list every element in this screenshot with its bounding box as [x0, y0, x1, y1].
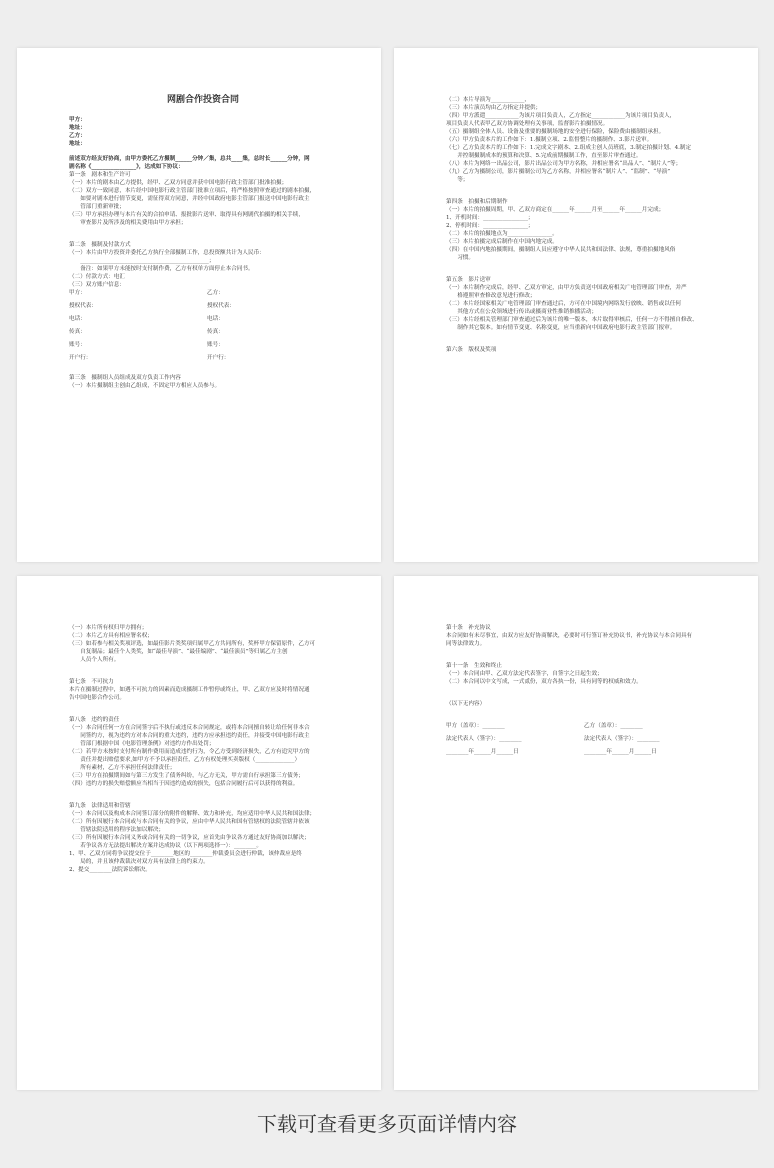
spacer — [69, 702, 337, 716]
spacer — [69, 367, 337, 374]
text-line: 自复制品；最佳个人类奖，如“最佳导演”、“最佳编剧”、“最佳演员”等归属乙方主创 — [69, 649, 288, 655]
party-b-account — [207, 289, 337, 367]
text-line: 管辖法院适用的程序法加以解决； — [69, 827, 165, 833]
text-line: 乙方： — [69, 133, 86, 139]
text-line: 剧名称《________________》，达成如下协议： — [69, 164, 184, 170]
signature-field: ________年______月______日 — [446, 749, 519, 755]
text-line: 告中国电影合作公司。 — [69, 695, 125, 701]
account-field: 账号： — [207, 342, 224, 348]
signature-field: 乙方（盖章）：________ — [584, 723, 643, 729]
text-line: （二）本片的拍摄地点为________________。 — [446, 231, 558, 237]
text-line: 地址： — [69, 125, 86, 131]
text-line: （三）双方账户信息： — [69, 282, 125, 288]
text-line: 习惯。 — [446, 255, 474, 261]
document-page-1 — [17, 48, 381, 562]
text-line: 人员个人所有。 — [69, 657, 120, 663]
text-line: （三）本片拍摄完成后制作在中国内地完成。 — [446, 239, 558, 245]
spacer — [446, 332, 714, 346]
text-line: 1、开机时间：________________； — [446, 215, 534, 221]
text-line: 地址： — [69, 141, 86, 147]
text-line: 第一条 剧本和生产许可 — [69, 172, 131, 178]
text-line: （六）甲方负责本片的工作如下：1.摄制立项、2.监督整片的摄制作、3.影片送审。 — [446, 137, 653, 143]
text-line: 所有素材，乙方不承担任何法律责任； — [69, 765, 176, 771]
text-line: 第五条 影片送审 — [446, 277, 491, 283]
text-line: 若争议各方无法提出解决方案并达成协议（以下两项选择一）：________。 — [69, 843, 262, 849]
text-line: 如要对剧本进行情节变更，需征得双方同意，并经中国政府电影主管部门报送中国电影行政主 — [69, 196, 310, 202]
text-line: 管部门重新审批； — [69, 204, 125, 210]
text-line: （一）本片的剧本由乙方提供，经甲、乙双方同意并获中国电影行政主管部门批准拍摄； — [69, 180, 288, 186]
text-line: （三）甲方在拍摄期间如与第三方发生了债务纠纷，与乙方无关，甲方需自行承担第三方债务； — [69, 773, 304, 779]
text-line: （二）双方一致同意，本片经中国电影行政主管部门批准立项后，将严格按照审查通过的剧本拍摄， — [69, 188, 316, 194]
text-line: （一）本片制作完成后，经甲、乙双方审定，由甲方负责送中国政府相关广电管理部门审查，并严 — [446, 285, 687, 291]
page-lines — [69, 116, 337, 289]
account-field: 甲方： — [69, 290, 86, 296]
text-line: （一）本片摄制组主创由乙组成，不固定甲方相应人员参与。 — [69, 383, 221, 389]
page-lines — [446, 96, 714, 354]
text-line: 2、停机时间：________________； — [446, 223, 534, 229]
text-line: （七）乙方负责本片的工作如下：1.完成文字剧本、2.组成主创人员班底，3.制定拍摄计划、4.制定 — [446, 145, 692, 151]
spacer — [446, 708, 714, 722]
document-page-2 — [394, 48, 758, 562]
spacer — [446, 686, 714, 700]
account-field: 电话： — [69, 316, 86, 322]
text-line: 其他方式在公众领域进行传出或摄商业性推销推播活动； — [446, 309, 598, 315]
account-field: 账号： — [69, 342, 86, 348]
page-lines-tail — [69, 367, 337, 390]
text-line: 第二条 摄制及付款方式 — [69, 242, 131, 248]
text-line: 本片在摄制过程中，如遇不可抗力的因素而造成摄制工作暂停或终止，甲、乙双方应及时将情况通 — [69, 687, 310, 693]
party-b-signature — [584, 722, 714, 761]
document-page-3 — [17, 576, 381, 1090]
spacer — [446, 184, 714, 198]
signature-field: 法定代表人（签字）：________ — [446, 736, 522, 742]
document-title: 网剧合作投资合同 — [166, 95, 239, 105]
text-line: 制作其它版本。如有情节变更、名称变更，应当重新向中国政府电影行政主管部门报审。 — [446, 325, 676, 331]
account-field: 授权代表： — [69, 303, 97, 309]
account-field: 开户行： — [207, 355, 230, 361]
text-line: 第六条 版权及奖项 — [446, 347, 497, 353]
page-content — [446, 96, 714, 354]
text-line: 同等法律效力。 — [446, 641, 486, 647]
text-line: 审查影片及所涉及的相关费用由甲方承担； — [69, 220, 187, 226]
text-line: 责任并提出赔偿要求,如甲方不予以承担责任，乙方有权处理买卖版权（______________） — [69, 757, 301, 763]
text-line: （一）本片由甲方投资并委托乙方执行全部摄制工作，总投资额共计为人民币： — [69, 250, 265, 256]
text-line: 同签约方，视为违约方对本合同的重大违约，违约方应承担违约责任，并接受中国电影行政主 — [69, 733, 310, 739]
text-line: （二）所有因履行本合同或与本合同有关的争议，应由中华人民共和国有管辖权的法院管辖并依该 — [69, 819, 310, 825]
text-line: （以下无内容） — [446, 701, 486, 707]
text-line: 1、甲、乙双方同将争议提交位于________地区的________仲裁委员会进行仲裁，该仲裁应是终 — [69, 851, 302, 857]
text-line: （四）甲方派遣____________为该片项目负责人，乙方指定____________为该片项目负责人， — [446, 113, 676, 119]
text-line: （三）本片经相关管理部门审查通过后为该片的唯一版本，本片取得审核后，任何一方不得擅自修改、 — [446, 317, 698, 323]
spacer — [69, 788, 337, 802]
page-lines — [69, 624, 337, 874]
account-info — [69, 289, 337, 367]
text-line: （一）本片的拍摄周期，甲、乙双方商定在______年______月至______年______月完成； — [446, 207, 665, 213]
text-line: （二）本片乙方具有相应署名权； — [69, 633, 153, 639]
text-line: 前述双方经友好协商，由甲方委托乙方摄制______分钟／集，总共____集，总时长______分钟，网 — [69, 156, 310, 162]
text-line: 局的，并且该仲裁裁决对双方具有法律上的约束力。 — [69, 859, 209, 865]
text-line: （三）甲方承担办理与本片有关的合拍申请、报批影片送审、取得具有网剧代拍摄的相关手续， — [69, 212, 304, 218]
text-line: （九）乙方为摄制公司，影片摄制公司为乙方名称，并相应署名“制片人”、“监制”、“导演” — [446, 169, 671, 175]
account-field: 电话： — [207, 316, 224, 322]
page-lines — [446, 624, 714, 722]
text-line: （二）本合同以中文写成，一式贰份，双方各执一份，具有同等的权威和效力。 — [446, 679, 642, 685]
text-line: （二）本片导演为____________， — [446, 97, 530, 103]
spacer — [69, 664, 337, 678]
text-line: （八）本片为网络一出品公司，影片出品公司为甲方名称，并相应署名“出品人”、“制片人”等； — [446, 161, 682, 167]
text-line: 第十条 补充协议 — [446, 625, 491, 631]
page-content — [446, 624, 714, 761]
text-line: （四）在中国内地拍摄期间，摄制组人员应遵守中华人民共和国法律、法规，尊重拍摄地风俗 — [446, 247, 676, 253]
page-content — [69, 624, 337, 874]
party-a-signature — [446, 722, 576, 761]
text-line: 等； — [446, 177, 469, 183]
text-line: 项目负责人代表甲乙双方协调处理有关事项，监督影片拍摄情况。 — [446, 121, 609, 127]
signature-block — [446, 722, 714, 761]
text-line: 并控制摄制成本的预算和决算、5.完成前期摄制工作，直至影片审查通过。 — [446, 153, 642, 159]
text-line: 第八条 违约的责任 — [69, 717, 120, 723]
party-a-account — [69, 289, 199, 367]
text-line: （二）若甲方未按时支付所有制作费用而造成违约行为，令乙方受到经济损失，乙方有追究甲方的 — [69, 749, 310, 755]
account-field: 开户行： — [69, 355, 92, 361]
text-line: 备注：如果甲方未能按时支付制作费，乙方有权单方面停止本合同书。 — [69, 266, 254, 272]
text-line: （三）所有因履行本合同义务或合同有关的一切争议，应首先由争议各方通过友好协商加以解决； — [69, 835, 310, 841]
text-line: 第四条 拍摄和后期制作 — [446, 199, 508, 205]
document-page-4 — [394, 576, 758, 1090]
text-line: 第十一条 生效和终止 — [446, 663, 502, 669]
spacer — [446, 262, 714, 276]
text-line: 本合同如有未尽事宜，由双方应友好协商解决，必要时可行签订补充协议书，补充协议与本合同具有 — [446, 633, 693, 639]
text-line: 管部门根据中国《电影管理条例》对违约方作出处罚； — [69, 741, 215, 747]
account-field: 乙方： — [207, 290, 224, 296]
text-line: （一）本合同任何一方在合同签字后不执行或违反本合同规定，或将本合同擅自转让给任何非本合 — [69, 725, 310, 731]
text-line: 第三条 摄制组人员组成及双方负责工作内容 — [69, 375, 181, 381]
text-line: （二）付款方式：电汇 — [69, 274, 125, 280]
download-caption: 下载可查看更多页面详情内容 — [257, 1112, 517, 1136]
text-line: （一）本合同由甲、乙双方法定代表签字，自签字之日起生效； — [446, 671, 603, 677]
text-line: 2、提交________法院诉讼解决。 — [69, 867, 151, 873]
text-line: ______________________________________________； — [69, 258, 215, 264]
signature-field: ________年______月______日 — [584, 749, 657, 755]
text-line: （二）本片经国家相关广电管理部门审查通过后，方可在中国境内网络发行放映、销售或以任何 — [446, 301, 681, 307]
account-field: 传真： — [69, 329, 86, 335]
signature-field: 甲方（盖章）：________ — [446, 723, 505, 729]
text-line: （三）如若参与相关奖项评选，如最佳影片类奖项归属甲乙方共同所有，奖杯甲方保留原件，乙方可 — [69, 641, 316, 647]
account-field: 授权代表： — [207, 303, 235, 309]
spacer — [69, 227, 337, 241]
text-line: 格遵照审查修改意见进行修改； — [446, 293, 536, 299]
text-line: （四）违约方的损失赔偿额应当相当于因违约造成的损失，包括合同履行后可以获得的利益。 — [69, 781, 299, 787]
text-line: 甲方： — [69, 117, 86, 123]
text-line: （三）本片演员均由乙方指定并提供； — [446, 105, 542, 111]
signature-field: 法定代表人（签字）：________ — [584, 736, 660, 742]
text-line: （五）摄制组全体人员、设备及重要的摄制场地的安全进行保险，保险费由摄制组承担。 — [446, 129, 665, 135]
text-line: （一）本合同以及构成本合同签订部分的附件的解释、效力和补充，均应适用中华人民共和国法律； — [69, 811, 316, 817]
spacer — [69, 148, 337, 155]
account-field: 传真： — [207, 329, 224, 335]
text-line: 第九条 法律适用和管辖 — [69, 803, 131, 809]
spacer — [446, 648, 714, 662]
text-line: 第七条 不可抗力 — [69, 679, 114, 685]
text-line: （一）本片所有权归甲方拥有； — [69, 625, 148, 631]
page-content — [69, 96, 337, 390]
